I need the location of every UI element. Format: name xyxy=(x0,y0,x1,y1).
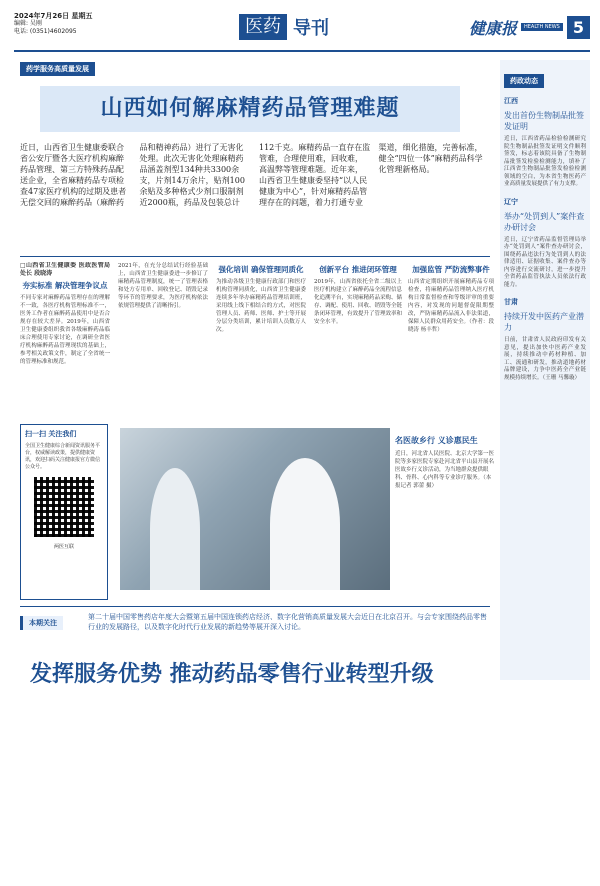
photo-title: 名医故乡行 义诊惠民生 xyxy=(395,436,478,445)
masthead-part-b: 导刊 xyxy=(293,18,329,39)
photo-doctor-icon xyxy=(270,458,340,590)
article-column-1 xyxy=(20,262,110,420)
article-column-3 xyxy=(216,262,306,420)
section-masthead xyxy=(239,14,335,40)
sidebar-item-gansu xyxy=(504,297,586,382)
page-header xyxy=(14,12,590,52)
sidebar-title: 举办“处罚到人”案件查办研讨会 xyxy=(504,211,585,232)
photo-caption-block xyxy=(395,435,495,490)
photo-caption: 近日，河北省人民医院、北京大学第一医院等多家医院专家赴河北省平山县开展名医故乡行义诊活动，为当地群众提供眼科、骨科、心内科等专业诊疗服务。（本报记者 郭蕾 摄） xyxy=(395,451,495,489)
sidebar-region: 甘肃 xyxy=(504,298,518,306)
sidebar-region: 江西 xyxy=(504,97,518,105)
main-headline: 山西如何解麻精药品管理难题 xyxy=(100,96,400,121)
article-column-2 xyxy=(118,262,208,420)
phone-line: 电话: (0351)4602095 xyxy=(14,28,77,35)
headline-band xyxy=(40,86,460,132)
sidebar-text: 近日，江西省药品检验检测研究院生物制品批签发证明文件顺利签发，标志着该院具备了生物制品批签发检验检测能力，填补了江西省生物制品批签发检验检测领域的空白，为本省生物医药产业高质量发展提供了有力支撑。 xyxy=(504,136,586,187)
sidebar-item-jiangxi xyxy=(504,96,586,189)
divider xyxy=(20,256,490,257)
sidebar-title: 发出首份生物制品批签发证明 xyxy=(504,111,584,131)
newspaper-logo: 健康报 xyxy=(468,18,517,38)
sidebar-tag: 药政动态 xyxy=(504,74,544,88)
qr-promo-box xyxy=(20,424,108,600)
sidebar-region: 辽宁 xyxy=(504,197,518,206)
lead-paragraph: 近日，山西省卫生健康委联合省公安厅暨各大医疗机构麻醉药品管理、第三方特殊药品配送企业，全省麻精药品专项检查47家医疗机构的过期及患者无偿交回的麻醉药品（麻醉药品和精神药品）进行了无害化处理。此次无害化处理麻精药品涵盖剂型134种共3300余支，片剂14万余片，贴剂100余贴及多种格式少剂口服制剂近2000瓶，药品及包装总计112千克。麻精药品一直存在监管难，合理使用难，回收难，高温弊等管理难题。近年来，山西省卫生健康委坚持“以人民健康为中心”，针对麻精药品管理存在的问题，着力打通专业渠道，细化措施，完善标准，健全“四位一体”麻精药品科学化管理新格局。 xyxy=(20,143,483,207)
qr-title: 扫一扫 关注我们 xyxy=(25,430,77,438)
sidebar-item-liaoning xyxy=(504,197,586,290)
sidebar-text: 近日，辽宁省药品监督管理局举办“处罚到人”案件查办研讨会，围绕药品违法行为处罚到人的法律适用、证据收集、案件查办等内容进行交流研讨，进一步提升全省药品监管执法人员依法行政能力。 xyxy=(504,236,586,288)
paragraph-4: 2019年，山西省依托全省二级以上医疗机构建立了麻醉药品全流程信息化追溯平台，实现麻精药品采购、储存、调配、使用、回收、销毁等全链条闭环管理，有效提升了管理效率和安全水平。 xyxy=(314,279,402,325)
page-number: 5 xyxy=(567,16,590,39)
paragraph-5: 山西省定期组织开展麻精药品专项检查，将麻精药品管理纳入医疗机构日常监督检查和等级评审的重要内容，对发现的问题督促限期整改，严防麻精药品流入非法渠道，保障人民群众用药安全。（作者：段晓涛 杨丰哲） xyxy=(408,279,494,333)
subhead-3: 创新平台 推进闭环管理 xyxy=(319,265,397,274)
header-meta xyxy=(14,12,93,36)
divider xyxy=(20,606,490,607)
sidebar-title: 持续开发中医药产业潜力 xyxy=(504,312,584,332)
editor-line: 编辑: 吴刚 xyxy=(14,20,42,27)
section-tag: 药学服务高质量发展 xyxy=(20,62,95,76)
header-brand xyxy=(469,12,590,42)
sidebar-text: 日前，甘肃省人民政府印发有关意见，提出加快中医药产业发展，持续推动中药材种植、加工、流通和研发，推动道地药材品牌建设，力争中医药全产业链规模持续增长。（王珊 马馨璇） xyxy=(504,337,586,381)
focus-lead: 第二十届中国零售药店年度大会暨第五届中国连锁药店经济、数字化营销高质量发展大会近日在北京召开。与会专家围绕药品零售行业的发展路径，以及数字化时代行业发展的新趋势等展开深入讨论。 xyxy=(88,613,487,631)
issue-date: 2024年7月26日 星期五 xyxy=(14,12,93,20)
paragraph-2: 2021年，在充分总结试行经验基础上，山西省卫生健康委进一步修订了麻精药品管理制度，统一了管理表格和处方专用单、回收登记、销毁记录等环节的管理要求，为医疗机构依法依规管理提供了清晰指引。 xyxy=(118,263,208,309)
paragraph-3: 为推动各级卫生健康行政部门和医疗机构管理同质化，山西省卫生健康委连续多年举办麻精药品管理培训班，采用线上线下相结合的方式，对医院管理人员、药师、医师、护士等开展分层分类培训，累计培训人员数万人次。 xyxy=(216,279,306,333)
sidebar-section xyxy=(504,68,586,88)
news-photo xyxy=(120,428,390,590)
qr-caption: 两医互联 xyxy=(53,544,74,550)
masthead-part-a: 医药 xyxy=(239,14,287,40)
photo-person-icon xyxy=(150,468,200,590)
secondary-headline: 发挥服务优势 推动药品零售行业转型升级 xyxy=(30,662,434,687)
subhead-2: 强化培训 确保管理同质化 xyxy=(218,265,304,274)
byline: □山西省卫生健康委 医政医管局处长 段晓涛 xyxy=(20,262,110,277)
sidebar-news xyxy=(500,60,590,680)
qr-code-icon[interactable] xyxy=(34,477,94,537)
subhead-1: 夯实标准 解决管理争议点 xyxy=(22,281,108,290)
article-column-4 xyxy=(314,262,402,420)
newspaper-sub: HEALTH NEWS xyxy=(521,23,563,31)
subhead-4: 加强监管 严防流弊事件 xyxy=(412,265,490,274)
article-column-5 xyxy=(408,262,494,420)
focus-tag: 本期关注 xyxy=(20,616,63,630)
qr-text: 全国卫生健康综合新闻资讯服务平台，权威解读政策，提供健康资讯，欢迎扫码关注健康报官方微信公众号。 xyxy=(25,443,101,470)
paragraph-1: 不同专家对麻醉药品管理存在的理解不一致，各医疗机构管理标准不一，医务工作者在麻醉药品使用中是否合规存在较大差异。2019年，山西省卫生健康委组织我省各级麻醉药品临床合理使用专家讨论，在调研全省医疗机构麻醉药品管理现状的基础上，参考相关政策文件，制定了全省统一的管理标准和规范。 xyxy=(20,295,110,365)
